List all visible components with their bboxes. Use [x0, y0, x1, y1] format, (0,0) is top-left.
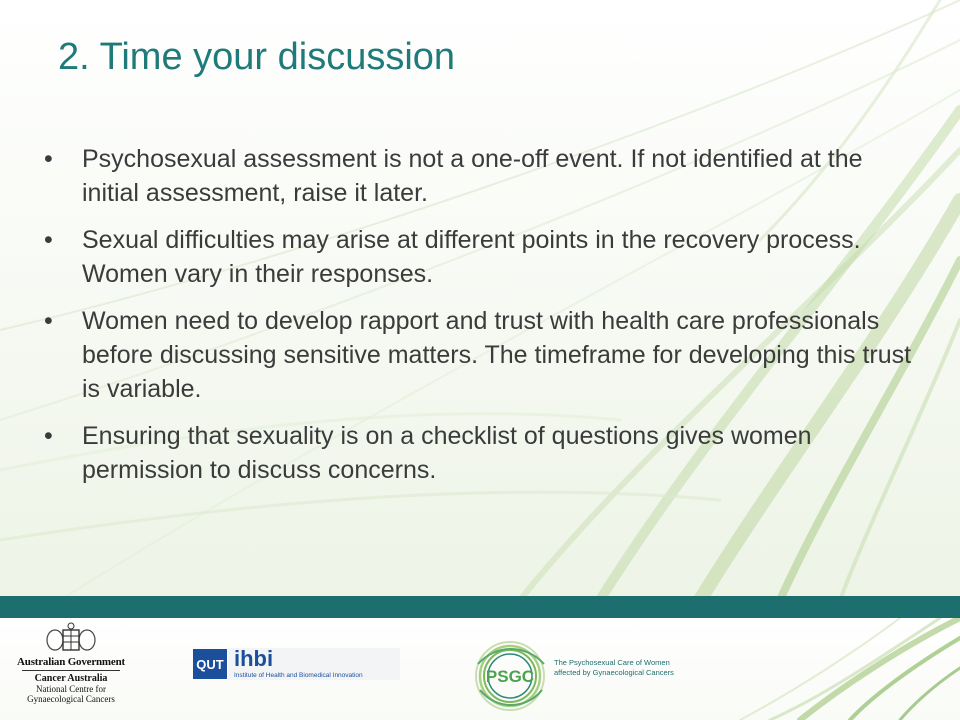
gov-line-2: Cancer Australia [34, 673, 108, 684]
bullet-item [36, 223, 926, 291]
psgc-line-2: affected by Gynaecological Cancers [554, 668, 674, 677]
bullet-text: Sexual difficulties may arise at different points in the recovery process. Women vary in their responses. [82, 226, 861, 288]
psgc-mark: PSGC [485, 667, 535, 686]
ihbi-logo-subtitle: Institute of Health and Biomedical Innovation [234, 672, 363, 679]
ihbi-logo-name: ihbi [234, 646, 274, 671]
psgc-tagline [554, 658, 714, 678]
bullet-list [36, 142, 926, 500]
bullet-marker: • [44, 226, 53, 254]
bullet-text: Ensuring that sexuality is on a checklist of questions gives women permission to discuss concerns. [82, 422, 812, 484]
bullet-marker: • [44, 307, 53, 335]
bullet-text: Psychosexual assessment is not a one-off event. If not identified at the initial assessment, raise it later. [82, 145, 863, 207]
footer-band [0, 596, 960, 618]
bullet-item [36, 419, 926, 487]
bullet-marker: • [44, 145, 53, 173]
slide-title: 2. Time your discussion [58, 36, 456, 78]
bullet-item [36, 142, 926, 210]
bullet-marker: • [44, 422, 53, 450]
coat-of-arms-icon [41, 622, 101, 654]
australian-government-logo [16, 622, 126, 704]
bullet-text: Women need to develop rapport and trust with health care professionals before discussing sensitive matters. The timeframe for developing this trust is variable. [82, 307, 912, 403]
gov-line-3: National Centre for [36, 684, 106, 694]
gov-divider [22, 670, 120, 671]
footer-logos [0, 618, 960, 720]
qut-logo: QUT [193, 649, 227, 679]
psgc-line-1: The Psychosexual Care of Women [554, 658, 670, 667]
bullet-item [36, 304, 926, 406]
psgc-logo [466, 634, 556, 714]
gov-line-1: Australian Government [17, 656, 125, 668]
gov-line-4: Gynaecological Cancers [27, 694, 115, 704]
